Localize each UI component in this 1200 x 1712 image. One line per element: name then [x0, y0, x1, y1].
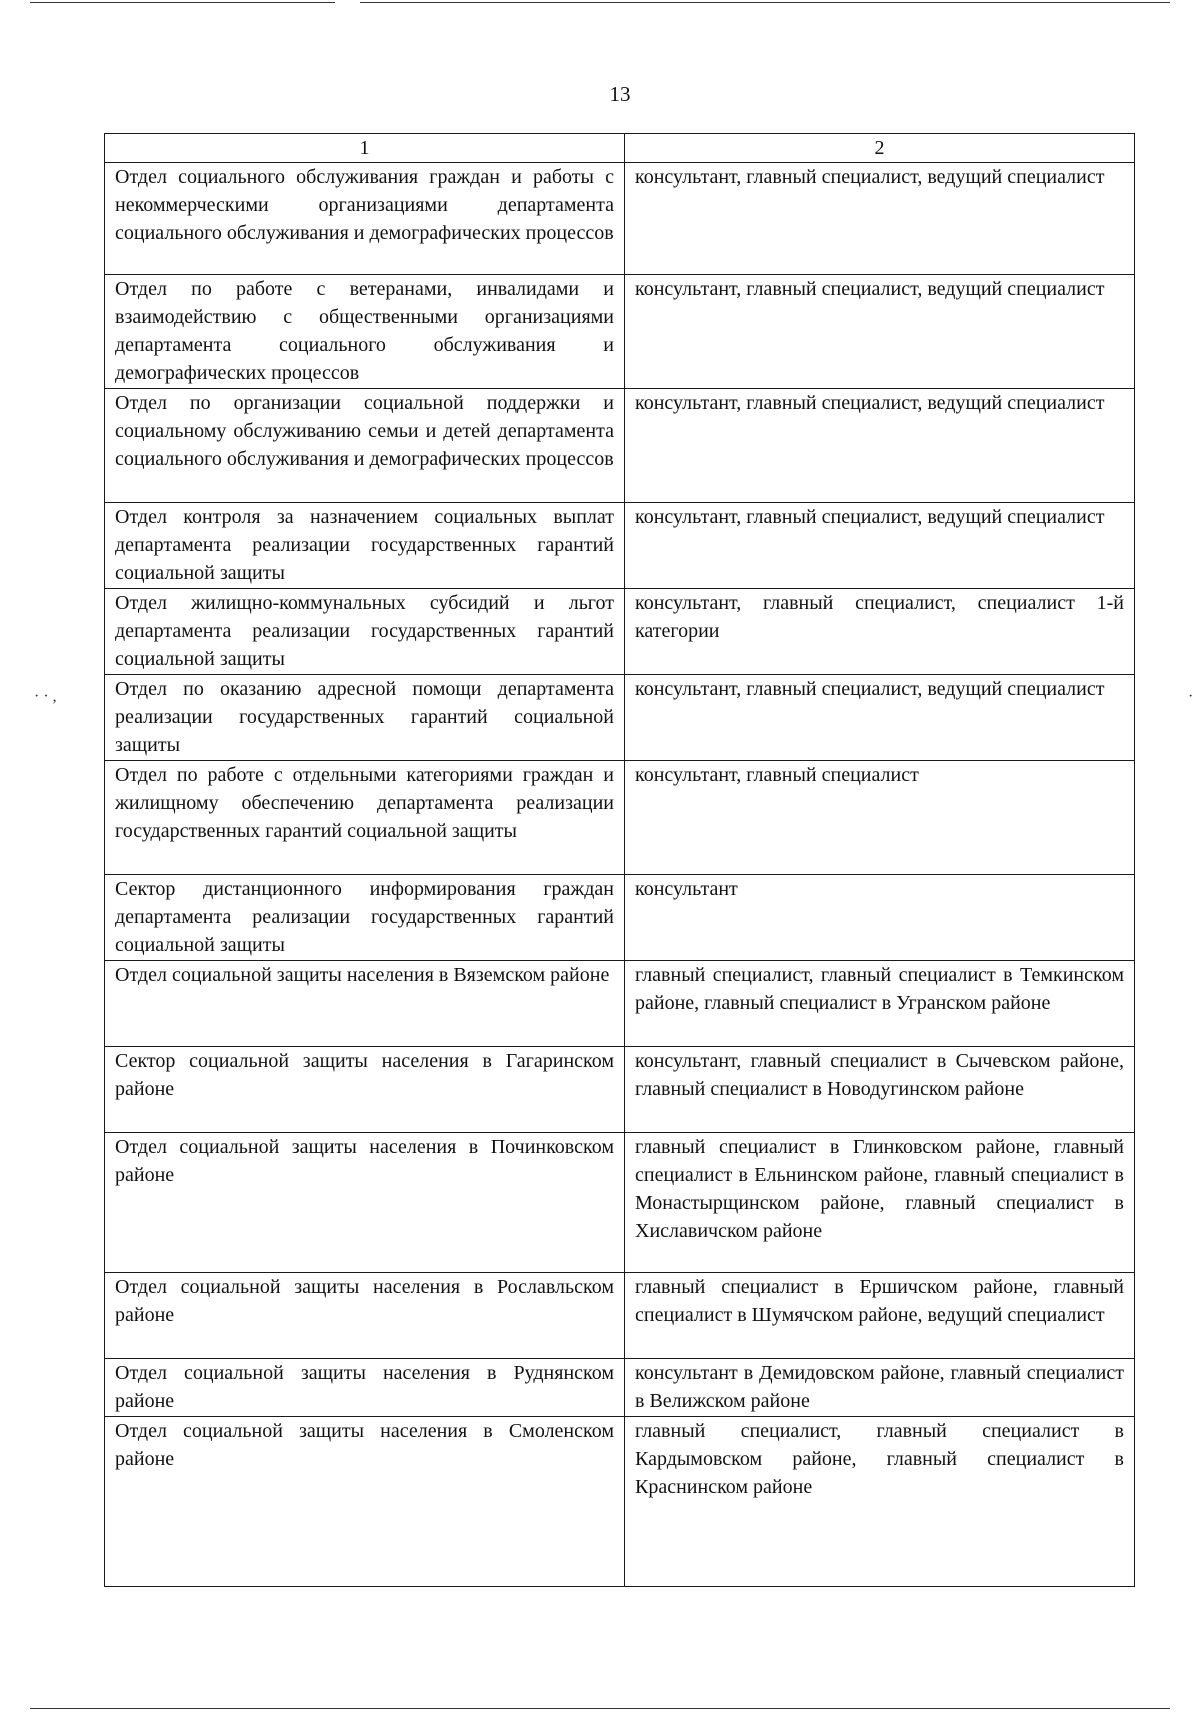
positions-cell: главный специалист в Ершичском районе, главный специалист в Шумячском районе, ведущий специалист	[625, 1273, 1135, 1359]
unit-cell: Отдел жилищно-коммунальных субсидий и льгот департамента реализации государственных гарантий социальной защиты	[105, 589, 625, 675]
positions-cell: консультант	[625, 875, 1135, 961]
margin-mark-left: · · ,	[34, 688, 57, 705]
unit-cell: Сектор дистанционного информирования граждан департамента реализации государственных гарантий социальной защиты	[105, 875, 625, 961]
table-row	[105, 1417, 1135, 1587]
positions-table	[104, 133, 1135, 1587]
table-row	[105, 1273, 1135, 1359]
unit-cell: Отдел по работе с ветеранами, инвалидами и взаимодействию с общественными организациями департамента социального обслуживания и демографических процессов	[105, 275, 625, 389]
table-row	[105, 163, 1135, 275]
unit-cell: Отдел контроля за назначением социальных выплат департамента реализации государственных гарантий социальной защиты	[105, 503, 625, 589]
table-row	[105, 275, 1135, 389]
table-row	[105, 1359, 1135, 1417]
positions-cell: консультант, главный специалист в Сычевском районе, главный специалист в Новодугинском районе	[625, 1047, 1135, 1133]
table-row	[105, 589, 1135, 675]
unit-cell: Сектор социальной защиты населения в Гагаринском районе	[105, 1047, 625, 1133]
scan-edge-bottom	[30, 1708, 1170, 1709]
table-row	[105, 875, 1135, 961]
positions-cell: консультант, главный специалист, ведущий специалист	[625, 163, 1135, 275]
table-row	[105, 761, 1135, 875]
table-row	[105, 1047, 1135, 1133]
unit-cell: Отдел социальной защиты населения в Вяземском районе	[105, 961, 625, 1047]
positions-cell: консультант, главный специалист, ведущий специалист	[625, 503, 1135, 589]
unit-cell: Отдел социальной защиты населения в Рославльском районе	[105, 1273, 625, 1359]
unit-cell: Отдел социальной защиты населения в Смоленском районе	[105, 1417, 625, 1587]
positions-cell: консультант, главный специалист, специалист 1-й категории	[625, 589, 1135, 675]
column-header-2: 2	[625, 134, 1135, 163]
unit-cell: Отдел по организации социальной поддержки и социальному обслуживанию семьи и детей департамента социального обслуживания и демографических процессов	[105, 389, 625, 503]
page-number: 13	[609, 82, 631, 106]
unit-cell: Отдел по оказанию адресной помощи департамента реализации государственных гарантий социальной защиты	[105, 675, 625, 761]
positions-cell: главный специалист, главный специалист в Кардымовском районе, главный специалист в Краснинском районе	[625, 1417, 1135, 1587]
table-row	[105, 389, 1135, 503]
margin-mark-right: ·	[1188, 688, 1194, 705]
positions-cell: главный специалист, главный специалист в Темкинском районе, главный специалист в Угранском районе	[625, 961, 1135, 1047]
positions-cell: консультант, главный специалист, ведущий специалист	[625, 675, 1135, 761]
table-row	[105, 1133, 1135, 1273]
table-row	[105, 961, 1135, 1047]
scan-edge-top-right	[360, 2, 1170, 3]
positions-cell: консультант, главный специалист, ведущий специалист	[625, 389, 1135, 503]
scan-edge-top-left	[30, 2, 335, 3]
table-row	[105, 675, 1135, 761]
positions-cell: консультант, главный специалист	[625, 761, 1135, 875]
positions-cell: консультант в Демидовском районе, главный специалист в Велижском районе	[625, 1359, 1135, 1417]
positions-cell: консультант, главный специалист, ведущий специалист	[625, 275, 1135, 389]
unit-cell: Отдел социальной защиты населения в Руднянском районе	[105, 1359, 625, 1417]
positions-cell: главный специалист в Глинковском районе, главный специалист в Ельнинском районе, главный специалист в Монастырщинском районе, главный специалист в Хиславичском районе	[625, 1133, 1135, 1273]
table-row	[105, 503, 1135, 589]
table-header-row	[105, 134, 1135, 163]
unit-cell: Отдел по работе с отдельными категориями граждан и жилищному обеспечению департамента реализации государственных гарантий социальной защиты	[105, 761, 625, 875]
unit-cell: Отдел социальной защиты населения в Починковском районе	[105, 1133, 625, 1273]
unit-cell: Отдел социального обслуживания граждан и работы с некоммерческими организациями департамента социального обслуживания и демографических процессов	[105, 163, 625, 275]
column-header-1: 1	[105, 134, 625, 163]
